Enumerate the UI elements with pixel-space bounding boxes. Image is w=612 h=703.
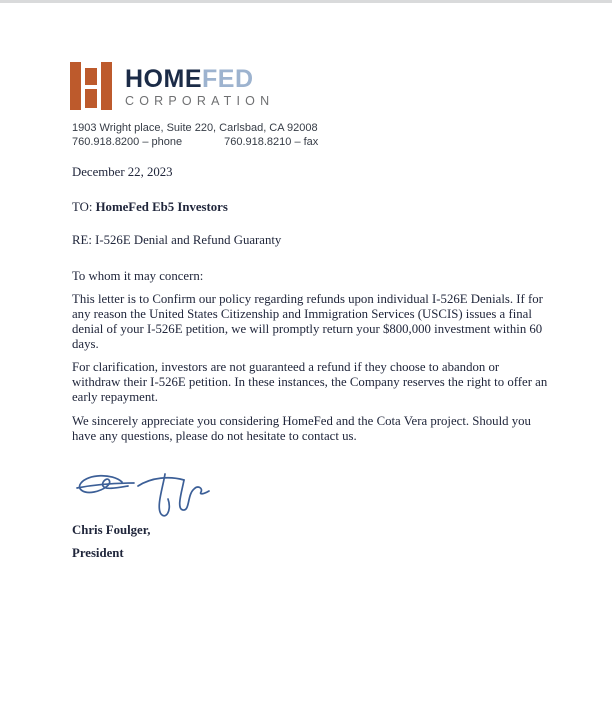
letterhead-address: 1903 Wright place, Suite 220, Carlsbad, CA 92008 xyxy=(72,122,318,134)
wordmark-corporation: CORPORATION xyxy=(125,94,275,108)
signer-name: Chris Foulger, xyxy=(72,523,151,538)
re-line: RE: I-526E Denial and Refund Guaranty xyxy=(72,232,282,247)
letterhead xyxy=(70,62,274,110)
wordmark-homefed xyxy=(125,66,274,92)
salutation: To whom it may concern: xyxy=(72,269,204,284)
letterhead-phone-fax xyxy=(72,135,318,149)
handwritten-signature-image xyxy=(72,465,212,523)
logo-right-bar xyxy=(101,62,112,110)
letterhead-phone: 760.918.8200 – phone xyxy=(72,136,183,148)
paragraph-clarification: For clarification, investors are not guaranteed a refund if they choose to abandon or withdraw their I-526E petition. In these instances, the Company reserves the right to offer an early repayment. xyxy=(72,360,548,404)
signature-block xyxy=(72,465,548,521)
wordmark-home: HOME xyxy=(125,65,202,93)
logo-left-bar xyxy=(70,62,81,110)
letter-body xyxy=(72,165,548,561)
to-label: TO: xyxy=(72,199,96,214)
paragraph-closing: We sincerely appreciate you considering HomeFed and the Cota Vera project. Should you have any questions, please do not hesitate to contact us. xyxy=(72,413,531,443)
to-line xyxy=(72,200,548,215)
paragraph-refund-policy: This letter is to Confirm our policy regarding refunds upon individual I-526E Denials. If for any reason the United States Citizenship and Immigration Services (USCIS) issues a final denial of your I-526E petition, we will promptly return your $800,000 investment within 60 days. xyxy=(72,292,543,351)
wordmark-fed: FED xyxy=(202,65,254,93)
homefed-logo-icon xyxy=(70,62,112,110)
signer-title: President xyxy=(72,546,124,561)
logo-wordmark xyxy=(125,62,274,110)
letter-date: December 22, 2023 xyxy=(72,165,173,179)
page-top-edge xyxy=(0,0,612,3)
to-value: HomeFed Eb5 Investors xyxy=(95,199,228,214)
logo-middle-segments xyxy=(85,62,97,110)
letterhead-fax: 760.918.8210 – fax xyxy=(224,136,319,148)
letterhead-contact xyxy=(72,121,318,149)
